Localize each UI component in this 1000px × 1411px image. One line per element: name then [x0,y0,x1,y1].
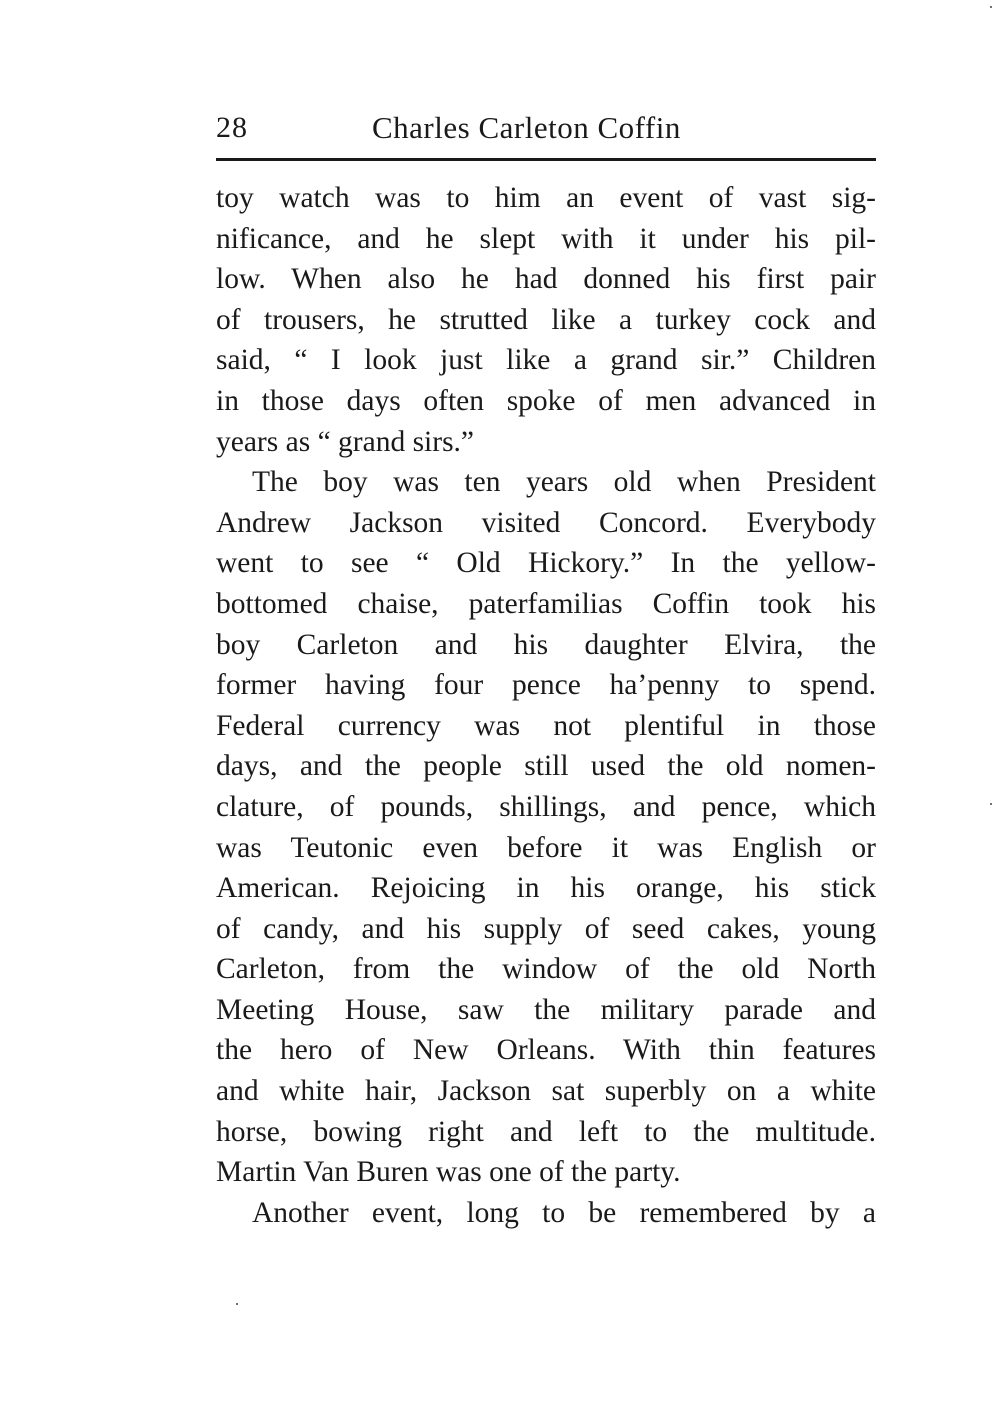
text-line: Federal currency was not plentiful in those [216,709,876,742]
text-line: years as “ grand sirs.” [216,425,475,458]
text-line: the hero of New Orleans. With thin features [216,1034,876,1067]
text-line: nificance, and he slept with it under his pil- [216,222,876,255]
text-line: bottomed chaise, paterfamilias Coffin took his [216,587,876,620]
text-line: and white hair, Jackson sat superbly on a white [216,1075,876,1108]
scan-speck [236,1303,238,1305]
scan-speck [990,6,992,8]
running-head: Charles Carleton Coffin [372,110,681,145]
text-line: Martin Van Buren was one of the party. [216,1156,681,1189]
text-line: clature, of pounds, shillings, and pence, which [216,790,876,823]
body-text [216,178,876,1233]
text-line: Carleton, from the window of the old North [216,953,876,986]
text-line: of candy, and his supply of seed cakes, young [216,912,876,945]
text-line: days, and the people still used the old nomen- [216,750,876,783]
page-header [216,108,876,158]
text-line: said, “ I look just like a grand sir.” Children [216,344,876,377]
scan-speck [990,803,992,805]
text-line: in those days often spoke of men advanced in [216,384,876,417]
text-line: boy Carleton and his daughter Elvira, the [216,628,876,661]
page-number: 28 [216,111,248,144]
text-line: horse, bowing right and left to the multitude. [216,1115,876,1148]
text-line: Andrew Jackson visited Concord. Everybody [216,506,876,539]
text-line: The boy was ten years old when President [252,466,876,499]
text-line: Another event, long to be remembered by a [252,1196,876,1229]
text-line: American. Rejoicing in his orange, his stick [216,872,876,905]
header-rule [216,158,876,161]
text-line: was Teutonic even before it was English or [216,831,876,864]
text-line: low. When also he had donned his first pair [216,263,876,296]
text-line: toy watch was to him an event of vast sig- [216,182,876,214]
text-line: went to see “ Old Hickory.” In the yellow- [216,547,876,580]
text-line: of trousers, he strutted like a turkey cock and [216,303,876,336]
text-line: Meeting House, saw the military parade and [216,993,876,1026]
text-line: former having four pence ha’penny to spend. [216,669,876,702]
